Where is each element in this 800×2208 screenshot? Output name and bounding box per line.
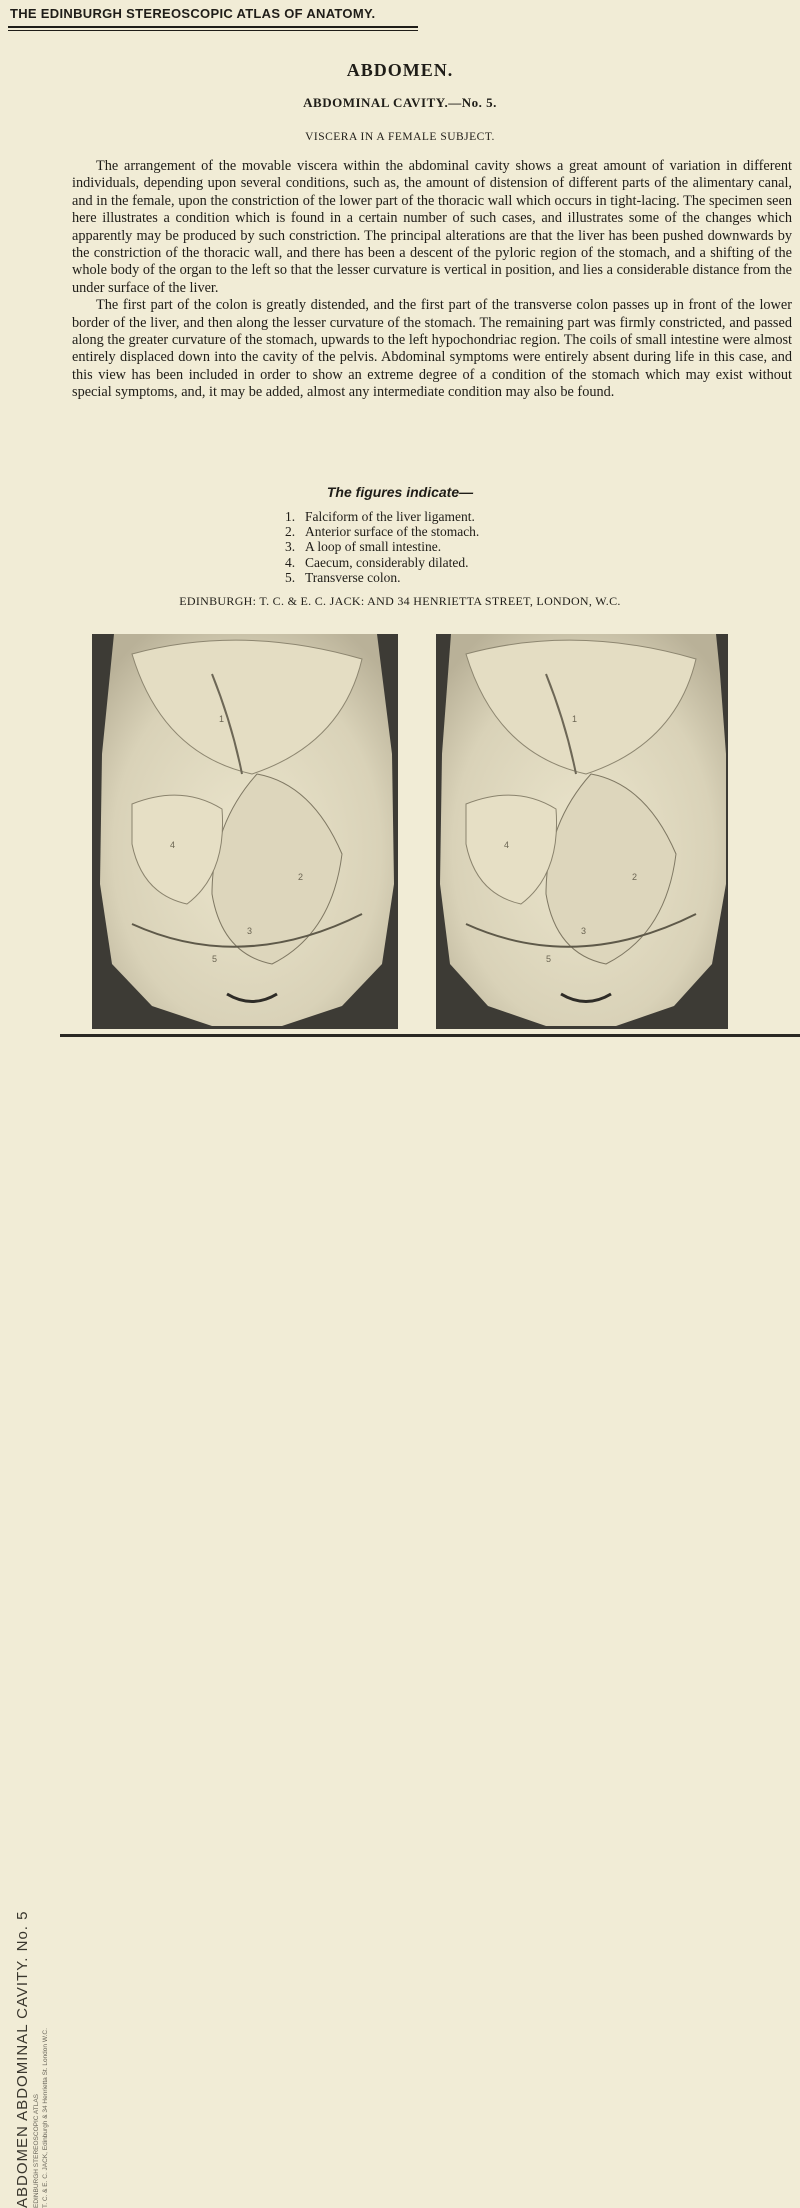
specimen-photo-right-svg <box>436 634 728 1029</box>
stereo-photo-left <box>92 634 398 1029</box>
header-rule <box>8 26 418 28</box>
figure-item: 5. Transverse colon. <box>285 569 401 585</box>
figures-heading: The figures indicate— <box>326 484 474 500</box>
side-caption <box>14 1868 54 2208</box>
figure-item: 1. Falciform of the liver ligament. <box>285 509 475 524</box>
side-caption-main: ABDOMEN ABDOMINAL CAVITY. No. 5 <box>14 1910 31 2208</box>
photo-label-3: 3 <box>581 926 587 936</box>
bottom-rule <box>60 1034 800 1037</box>
stereo-photo-right <box>436 634 728 1029</box>
running-head: THE EDINBURGH STEREOSCOPIC ATLAS OF ANATOMY. <box>10 6 376 21</box>
photo-label-3: 3 <box>247 926 253 936</box>
publisher-line: EDINBURGH: T. C. & E. C. JACK: AND 34 HENRIETTA STREET, LONDON, W.C. <box>179 594 621 608</box>
photo-label-5: 5 <box>212 954 218 964</box>
side-caption-small-1: EDINBURGH STEREOSCOPIC ATLAS <box>33 2093 40 2208</box>
paragraph-2: The first part of the colon is greatly distended, and the first part of the transverse colon passes up in front of the lower border of the liver, and then along the lesser curvature of the stomach. The remaining part was firmly constricted, and passed along the greater curvature of the stomach, upwards to the left hypochondriac region. The coils of small intestine were almost entirely displaced down into the cavity of the pelvis. Abdominal symptoms were entirely absent during life in this case, and this view has been included in order to show an extreme degree of a condition of the stomach which may exist without special symptoms, and, it may be added, almost any intermediate condition may also be found. <box>72 297 792 401</box>
header-rule-thin <box>8 30 418 31</box>
figure-item: 2. Anterior surface of the stomach. <box>285 524 480 540</box>
photo-label-2: 2 <box>632 872 638 882</box>
photo-label-4: 4 <box>170 840 176 850</box>
page-title: ABDOMEN. <box>346 60 454 80</box>
paragraph-1: The arrangement of the movable viscera within the abdominal cavity shows a great amount of variation in different individuals, depending upon several conditions, such as, the amount of distension of different parts of the alimentary canal, and in the female, upon the constriction of the lower part of the thoracic wall which occurs in tight-lacing. The specimen seen here illustrates a condition which is found in a certain number of such cases, and illustrates some of the changes which apparently may be produced by such constriction. The principal alterations are that the liver has been pushed downwards by the constriction of the thoracic wall, and there has been a descent of the pyloric region of the stomach, and a shifting of the whole body of the organ to the left so that the lesser curvature is vertical in position, and lies a considerable distance from the under surface of the liver. <box>72 158 792 296</box>
photo-label-1: 1 <box>219 714 225 724</box>
figure-item: 3. A loop of small intestine. <box>285 539 442 555</box>
photo-label-5: 5 <box>546 954 552 964</box>
description-text <box>72 158 792 402</box>
specimen-subtitle: VISCERA IN A FEMALE SUBJECT. <box>305 131 495 143</box>
photo-label-2: 2 <box>298 872 304 882</box>
photo-label-4: 4 <box>504 840 510 850</box>
figure-item: 4. Caecum, considerably dilated. <box>285 554 469 570</box>
side-caption-small-2: T. C. & E. C. JACK, Edinburgh & 34 Henrietta St. London W.C. <box>42 2028 49 2208</box>
section-subtitle: ABDOMINAL CAVITY.—No. 5. <box>303 95 497 110</box>
figures-list <box>285 509 479 585</box>
photo-label-1: 1 <box>572 714 578 724</box>
specimen-photo-left-svg <box>92 634 398 1029</box>
